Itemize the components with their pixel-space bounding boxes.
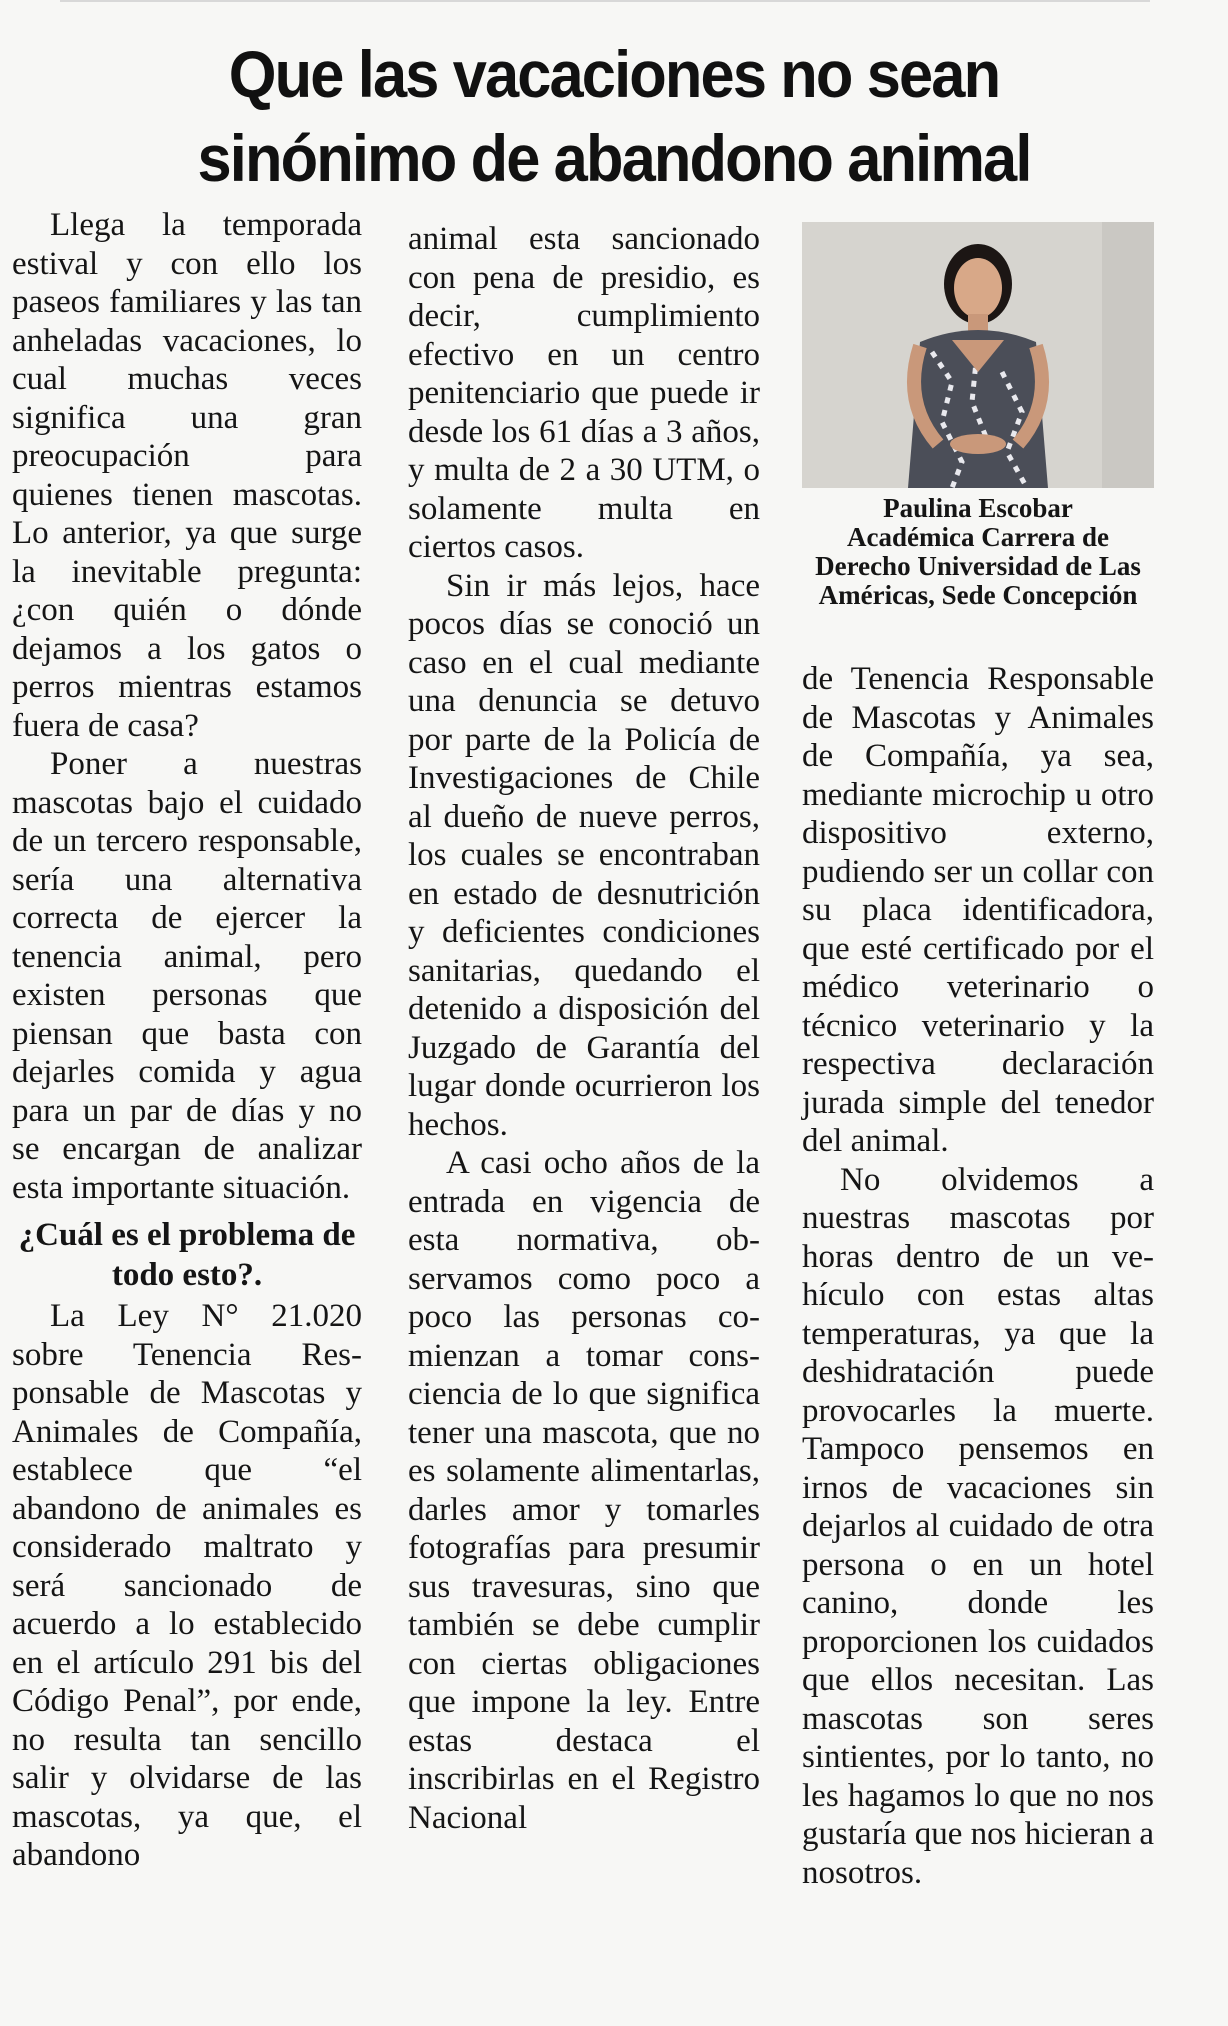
headline-line-1: Que las vacaciones no sean	[228, 37, 1000, 111]
subheading: ¿Cuál es el problema de todo esto?.	[18, 1217, 356, 1293]
paragraph: animal esta sancionado con pena de presidio, es decir, cumplimiento efectivo en un centro penitenciario que puede ir desde los 61 días a 3 años, y multa de 2 a 30 UTM, o solamente multa en ciertos casos.	[408, 221, 760, 565]
article-column-3	[802, 660, 1154, 1892]
paragraph: Llega la temporada estival y con ello los paseos familiares y las tan anheladas vacaciones, lo cual muchas veces significa una gran preocupación para quienes tienen mascotas. Lo anterior, ya que surge la inevitable pregunta: ¿con quién o dónde dejamos a los gatos o perros mientras estamos fuera de casa?	[12, 207, 362, 744]
caption-name: Paulina Escobar	[883, 493, 1073, 523]
paragraph: Sin ir más lejos, hace pocos días se conoció un caso en el cual mediante una denuncia se detuvo por parte de la Policía de Investigaciones de Chile al dueño de nueve perros, los cuales se encontraban en estado de desnutrición y deficientes condiciones sanitarias, quedando el detenido a disposición del Juzgado de Garantía del lugar donde ocurrieron los hechos.	[408, 567, 760, 1143]
article-column-2	[408, 220, 760, 1837]
top-rule	[60, 0, 1150, 2]
paragraph: No olvidemos a nuestras mascotas por horas dentro de un vehículo con estas altas temperaturas, ya que la deshidratación puede provocarles la muerte. Tampoco pensemos en irnos de vacaciones sin dejarlos al cuidado de otra persona o en un hotel canino, donde les proporcionen los cuidados que ellos necesitan. Las mascotas son seres sintientes, por lo tanto, no les hagamos lo que no nos gustaría que nos hicieran a nosotros.	[802, 1161, 1154, 1891]
article-headline	[43, 32, 1185, 200]
paragraph: A casi ocho años de la entrada en vigencia de esta normativa, observamos como poco a poco las personas comienzan a tomar consciencia de lo que significa tener una mascota, que no es solamente alimentarlas, darles amor y tomarles fotografías para presumir sus travesuras, sino que también se debe cumplir con ciertas obligaciones que impone la ley. Entre estas destaca el inscribirlas en el Registro Nacional	[408, 1145, 760, 1836]
paragraph: La Ley N° 21.020 sobre Tenencia Responsable de Mascotas y Animales de Compañía, establece que “el abandono de animales es considerado maltrato y será sancionado de acuerdo a lo establecido en el artículo 291 bis del Código Penal”, por ende, no resulta tan sencillo salir y olvidarse de las mascotas, ya que, el abandono	[12, 1298, 362, 1873]
paragraph: de Tenencia Responsable de Mascotas y Animales de Compañía, ya sea, mediante microchip u otro dispositivo externo, pudiendo ser un collar con su placa identificadora, que esté certificado por el médico veterinario o técnico veterinario y la respectiva declaración jurada simple del tenedor del animal.	[802, 661, 1154, 1159]
paragraph: Poner a nuestras mascotas bajo el cuidado de un tercero responsable, sería una alternativa correcta de ejercer la tenencia animal, pero existen personas que piensan que basta con dejarles comida y agua para un par de días y no se encargan de analizar esta importante situación.	[12, 746, 362, 1206]
photo-caption	[802, 494, 1154, 610]
headline-line-2: sinónimo de abandono animal	[197, 121, 1031, 195]
portrait-illustration	[802, 222, 1154, 488]
article-column-1	[12, 206, 362, 1875]
caption-role: Académica Carrera de Derecho Universidad de Las Américas, Sede Concepción	[815, 522, 1141, 610]
author-photo	[802, 222, 1154, 488]
